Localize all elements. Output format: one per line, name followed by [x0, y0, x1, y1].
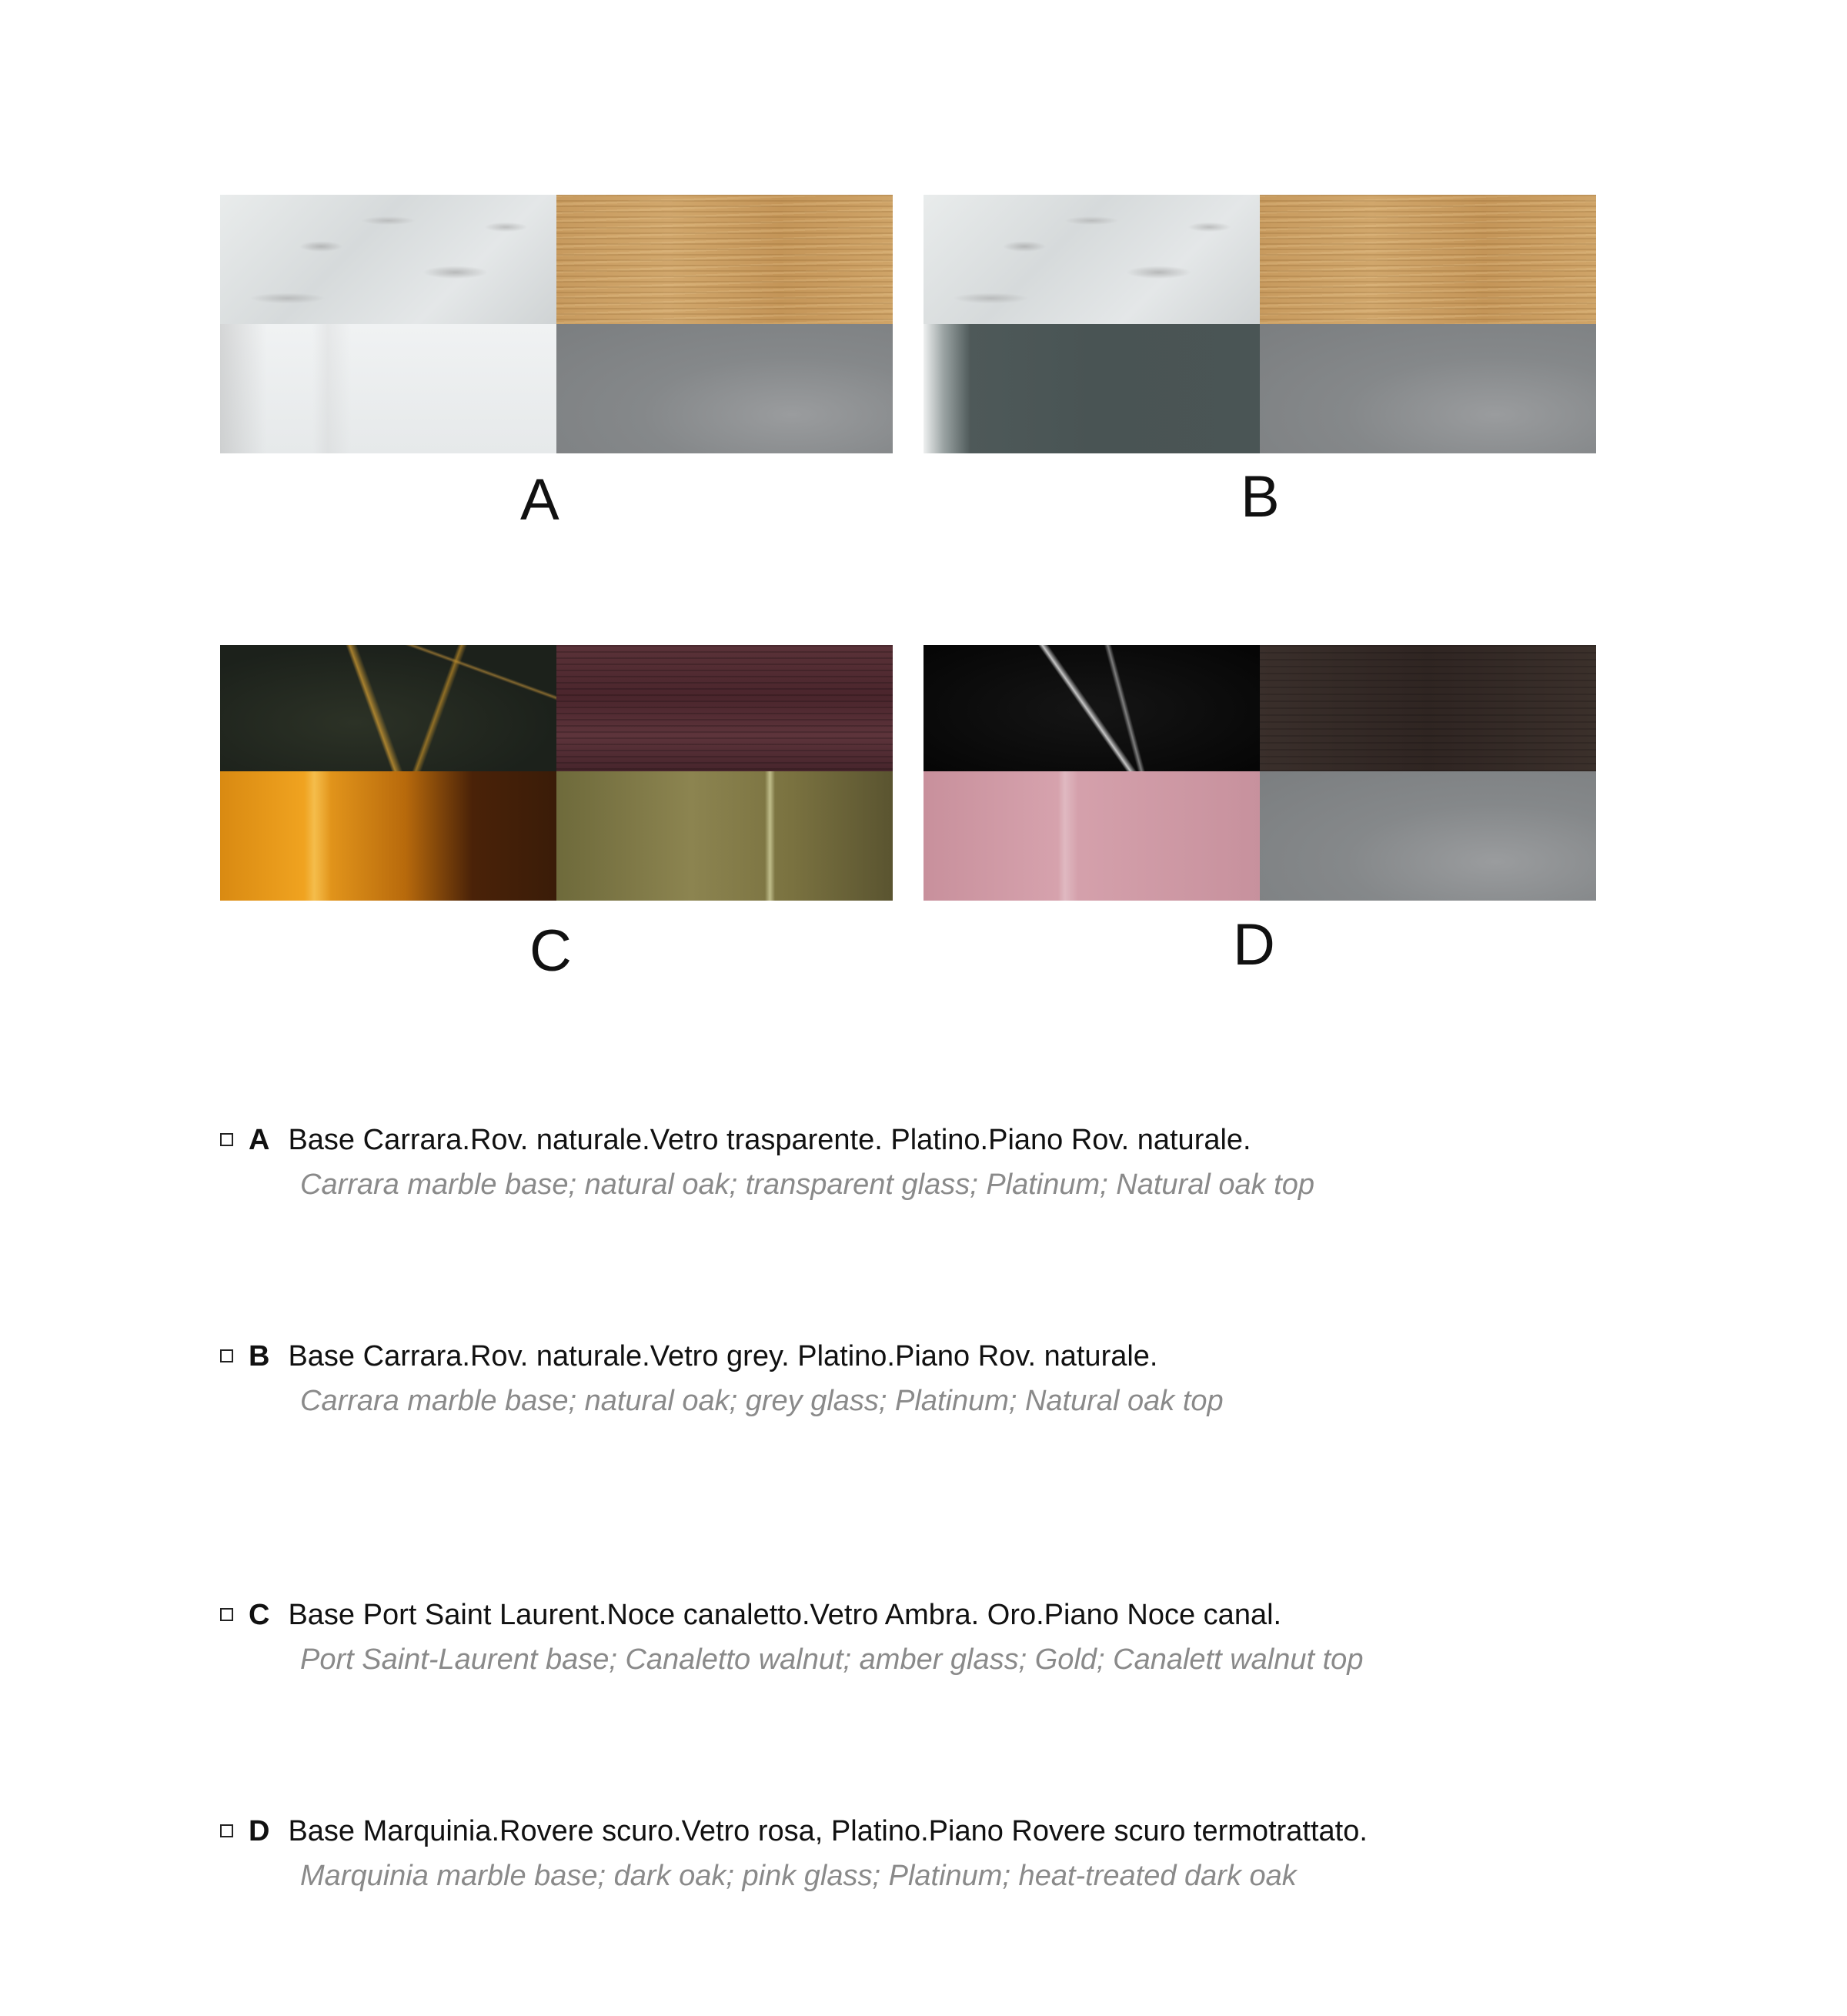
swatch-amber-glass — [220, 771, 556, 901]
option-d — [220, 1815, 1368, 1892]
swatch-transparent-glass — [220, 324, 556, 453]
option-letter: A — [249, 1124, 270, 1156]
option-letter: B — [249, 1340, 270, 1372]
option-italian-text: Base Carrara.Rov. naturale.Vetro grey. Platino.Piano Rov. naturale. — [288, 1340, 1158, 1372]
option-c — [220, 1599, 1364, 1676]
swatch-gold — [556, 771, 893, 901]
option-italian-text: Base Carrara.Rov. naturale.Vetro trasparente. Platino.Piano Rov. naturale. — [288, 1124, 1251, 1156]
option-c-checkbox[interactable] — [220, 1608, 233, 1621]
group-label-d: D — [1233, 912, 1275, 978]
option-b — [220, 1340, 1224, 1417]
option-english-text: Carrara marble base; natural oak; transparent glass; Platinum; Natural oak top — [300, 1168, 1314, 1201]
option-english-text: Carrara marble base; natural oak; grey glass; Platinum; Natural oak top — [300, 1385, 1224, 1417]
option-italian-text: Base Port Saint Laurent.Noce canaletto.Vetro Ambra. Oro.Piano Noce canal. — [288, 1599, 1282, 1631]
option-d-checkbox[interactable] — [220, 1824, 233, 1837]
swatch-natural-oak — [1260, 195, 1596, 324]
option-english-text: Marquinia marble base; dark oak; pink glass; Platinum; heat-treated dark oak — [300, 1860, 1297, 1892]
option-italian-text: Base Marquinia.Rovere scuro.Vetro rosa, Platino.Piano Rovere scuro termotrattato. — [288, 1815, 1368, 1847]
swatch-marquinia-marble — [924, 645, 1260, 774]
swatch-dark-oak — [1260, 645, 1596, 774]
option-a — [220, 1124, 1314, 1201]
group-label-a: A — [520, 467, 559, 533]
option-b-checkbox[interactable] — [220, 1349, 233, 1362]
swatch-platinum — [1260, 324, 1596, 453]
swatch-platinum — [1260, 771, 1596, 901]
swatch-natural-oak — [556, 195, 893, 324]
swatch-canaletto-walnut — [556, 645, 893, 774]
swatch-platinum — [556, 324, 893, 453]
option-letter: C — [249, 1599, 270, 1631]
group-label-b: B — [1241, 464, 1280, 530]
group-label-c: C — [529, 918, 572, 984]
option-letter: D — [249, 1815, 270, 1847]
swatch-carrara-marble — [220, 195, 556, 324]
option-english-text: Port Saint-Laurent base; Canaletto walnut; amber glass; Gold; Canalett walnut top — [300, 1643, 1364, 1676]
option-a-checkbox[interactable] — [220, 1133, 233, 1146]
swatch-port-saint-laurent-marble — [220, 645, 556, 774]
swatch-grey-glass — [924, 324, 1260, 453]
swatch-pink-glass — [924, 771, 1260, 901]
swatch-carrara-marble — [924, 195, 1260, 324]
